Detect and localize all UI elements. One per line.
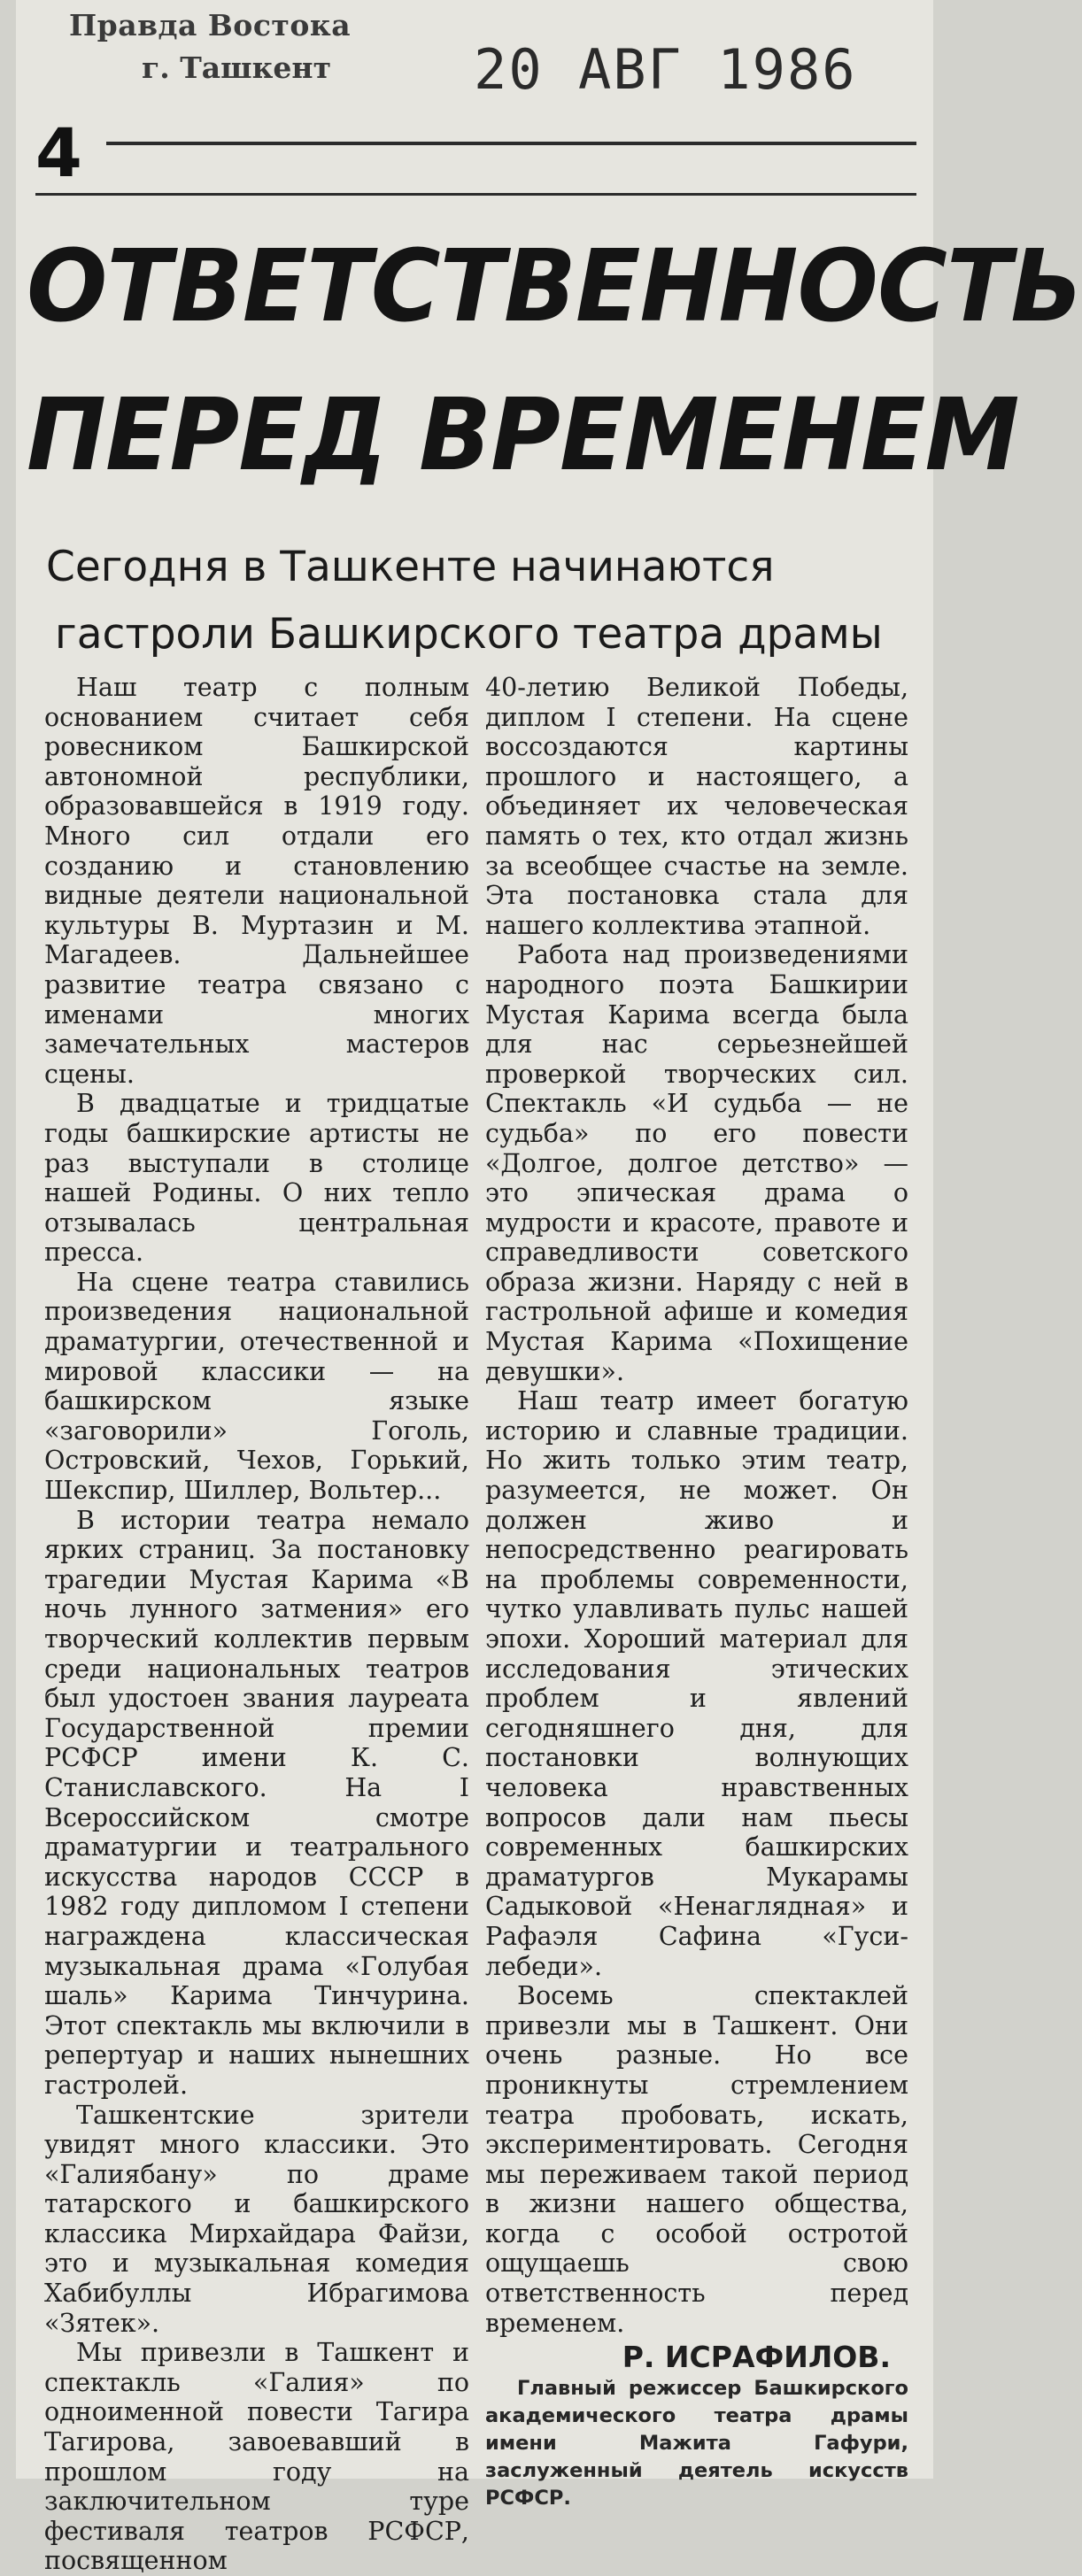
paragraph: Ташкентские зрители увидят много классики. Это «Галиябану» по драме татарского и башкирского классика Мирхайдара Файзи, это и музыкальная комедия Хабибуллы Ибрагимова «Зятек». bbox=[44, 2100, 469, 2338]
headline-line-1: ОТВЕТСТВЕННОСТЬ bbox=[27, 229, 1082, 344]
headline-line-2: ПЕРЕД ВРЕМЕНЕМ bbox=[27, 378, 1019, 493]
subheadline-line-2: гастроли Башкирского театра драмы bbox=[55, 610, 883, 659]
article-column-right bbox=[485, 673, 908, 2512]
header-rule bbox=[35, 193, 916, 196]
paragraph: Мы привезли в Ташкент и спектакль «Галия» по одноименной повести Тагира Тагирова, завоевавший в прошлом году на заключительном туре фестиваля театров РСФСР, посвященном bbox=[44, 2338, 469, 2576]
top-rule bbox=[106, 142, 916, 145]
page-number: 4 bbox=[35, 113, 82, 192]
article-column-left bbox=[44, 673, 469, 2576]
city-stamp: г. Ташкент bbox=[142, 50, 332, 85]
paragraph: На сцене театра ставились произведения национальной драматургии, отечественной и мировой классики — на башкирском языке «заговорили» Гоголь, Островский, Чехов, Горький, Шекспир, Шиллер, Вольтер... bbox=[44, 1267, 469, 1506]
headline bbox=[27, 212, 1082, 510]
paragraph: В истории театра немало ярких страниц. За постановку трагедии Мустая Карима «В ночь лунного затмения» его творческий коллектив первым среди национальных театров был удостоен звания лауреата Государственной премии РСФСР имени К. С. Станиславского. На I Всероссийском смотре драматургии и театрального искусства народов СССР в 1982 году дипломом I степени награждена классическая музыкальная драма «Голубая шаль» Карима Тинчурина. Этот спектакль мы включили в репертуар и наших нынешних гастролей. bbox=[44, 1505, 469, 2100]
subheadline-line-1: Сегодня в Ташкенте начинаются bbox=[46, 543, 775, 591]
date-stamp: 20 АВГ 1986 bbox=[474, 37, 857, 102]
author-signature: Р. ИСРАФИЛОВ. bbox=[622, 2340, 891, 2375]
subheadline bbox=[35, 534, 916, 668]
paragraph: Наш театр имеет богатую историю и славные традиции. Но жить только этим театр, разумеется, не может. Он должен живо и непосредственно реагировать на проблемы современности, чутко улавливать пульс нашей эпохи. Хороший материал для исследования этических проблем и явлений сегодняшнего дня, для постановки волнующих человека нравственных вопросов дали нам пьесы современных башкирских драматургов Мукарамы Садыковой «Ненаглядная» и Рафаэля Сафина «Гуси-лебеди». bbox=[485, 1386, 908, 1981]
paragraph-continued: 40-летию Великой Победы, диплом I степени. На сцене воссоздаются картины прошлого и настоящего, а объединяет их человеческая память о тех, кто отдал жизнь за всеобщее счастье на земле. Эта постановка стала для нашего коллектива этапной. bbox=[485, 673, 908, 940]
paragraph: Работа над произведениями народного поэта Башкирии Мустая Карима всегда была для нас серьезнейшей проверкой творческих сил. Спектакль «И судьба — не судьба» по его повести «Долгое, долгое детство» — это эпическая драма о мудрости и красоте, правоте и справедливости советского образа жизни. Наряду с ней в гастрольной афише и комедия Мустая Карима «Похищение девушки». bbox=[485, 940, 908, 1386]
author-credit: Главный режиссер Башкирского академического театра драмы имени Мажита Гафури, заслуженный деятель искусств РСФСР. bbox=[485, 2377, 908, 2510]
paragraph: В двадцатые и тридцатые годы башкирские артисты не раз выступали в столице нашей Родины. О них тепло отзывалась центральная пресса. bbox=[44, 1089, 469, 1268]
newspaper-name-stamp: Правда Востока bbox=[69, 8, 352, 42]
paragraph: Наш театр с полным основанием считает себя ровесником Башкирской автономной республики, образовавшейся в 1919 году. Много сил отдали его созданию и становлению видные деятели национальной культуры В. Муртазин и М. Магадеев. Дальнейшее развитие театра связано с именами многих замечательных мастеров сцены. bbox=[44, 673, 469, 1089]
paragraph: Восемь спектаклей привезли мы в Ташкент. Они очень разные. Но все проникнуты стремлением театра пробовать, искать, экспериментировать. Сегодня мы переживаем такой период в жизни нашего общества, когда с особой остротой ощущаешь свою ответственность перед временем. bbox=[485, 1981, 908, 2338]
